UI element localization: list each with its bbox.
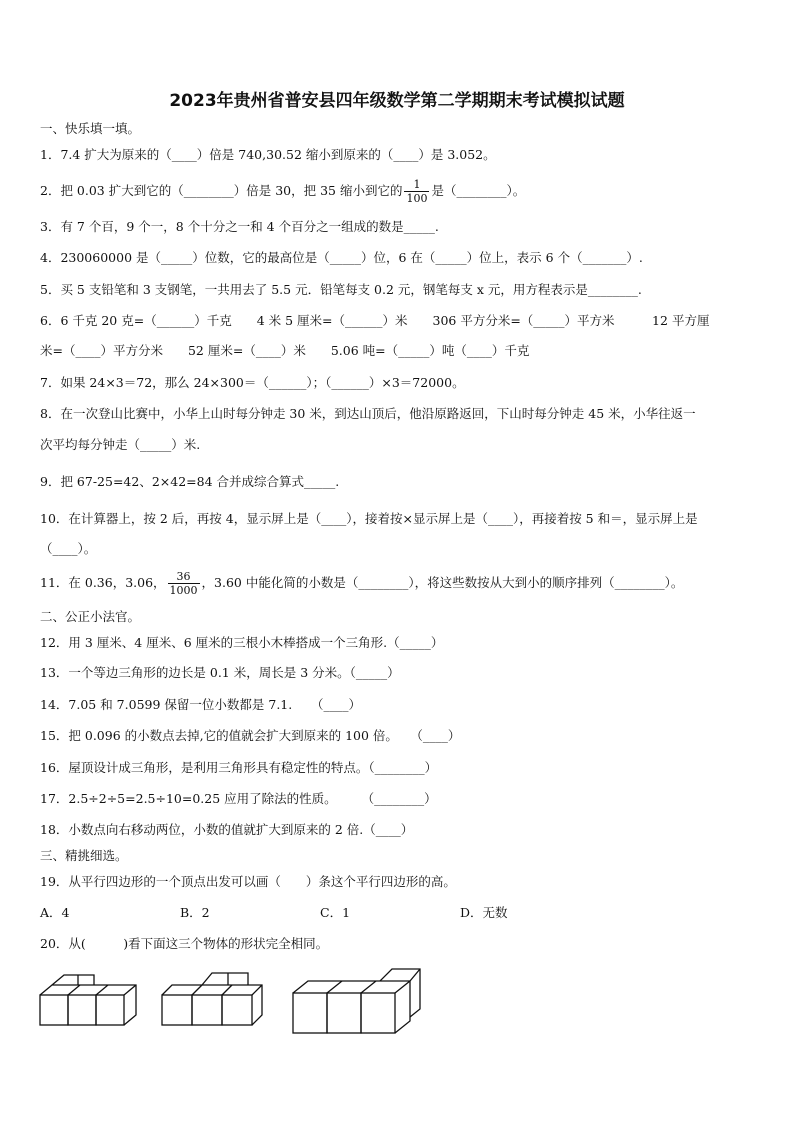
question-10-line-1: 10．在计算器上，按 2 后，再按 4，显示屏上是（____），接着按×显示屏上是（____），再接着按 5 和＝，显示屏上是 [40,511,698,526]
question-6-line-1: 6．6 千克 20 克=（______）千克 4 米 5 厘米=（______）米 306 平方分米=（_____）平方米 12 平方厘 [40,313,710,328]
question-17: 17．2.5÷2÷5=2.5÷10=0.25 应用了除法的性质。 （________） [40,791,437,806]
question-2-text-b: 是（________）。 [431,183,526,198]
option-d: D．无数 [460,905,508,920]
question-8-line-2: 次平均每分钟走（_____）米. [40,437,201,452]
section-heading-1: 一、快乐填一填。 [40,121,141,136]
fraction-36-1000 [168,570,200,597]
question-11 [40,570,683,597]
cube-figure-1 [40,975,136,1025]
cube-figure-2 [162,973,262,1025]
question-14: 14．7.05 和 7.0599 保留一位小数都是 7.1. （____） [40,697,361,712]
question-2 [40,178,525,205]
question-11-text-a: 11．在 0.36，3.06， [40,575,166,590]
question-13: 13．一个等边三角形的边长是 0.1 米，周长是 3 分米。（_____） [40,665,400,680]
fraction-numerator: 36 [168,570,200,584]
question-9: 9．把 67-25=42、2×42=84 合并成综合算式_____. [40,474,340,489]
fraction-numerator: 1 [404,178,429,192]
question-19: 19．从平行四边形的一个顶点出发可以画（ ）条这个平行四边形的高。 [40,874,456,889]
question-20: 20．从( )看下面这三个物体的形状完全相同。 [40,936,329,951]
question-19-options [40,904,600,922]
question-8-line-1: 8．在一次登山比赛中，小华上山时每分钟走 30 米，到达山顶后，他沿原路返回，下山时每分钟走 45 米，小华往返一 [40,406,696,421]
question-18: 18．小数点向右移动两位，小数的值就扩大到原来的 2 倍.（____） [40,822,414,837]
question-5: 5．买 5 支铅笔和 3 支钢笔，一共用去了 5.5 元．铅笔每支 0.2 元，钢笔每支 x 元，用方程表示是________. [40,282,642,297]
fraction-1-100 [404,178,429,205]
fraction-denominator: 1000 [169,584,198,597]
question-1: 1．7.4 扩大为原来的（____）倍是 740,30.52 缩小到原来的（____）是 3.052。 [40,147,496,162]
question-12: 12．用 3 厘米、4 厘米、6 厘米的三根小木棒搭成一个三角形.（_____） [40,635,444,650]
question-4: 4．230060000 是（_____）位数，它的最高位是（_____）位，6 在（_____）位上，表示 6 个（_______）. [40,250,643,265]
question-15: 15．把 0.096 的小数点去掉,它的值就会扩大到原来的 100 倍。 （____） [40,728,461,743]
question-16: 16．屋顶设计成三角形，是利用三角形具有稳定性的特点。（________） [40,760,438,775]
cube-figure-3 [293,969,420,1033]
option-c: C．1 [320,905,351,920]
section-heading-3: 三、精挑细选。 [40,848,128,863]
fraction-denominator: 100 [406,192,428,205]
cube-figures [38,965,438,1035]
section-heading-2: 二、公正小法官。 [40,609,141,624]
question-3: 3．有 7 个百，9 个一，8 个十分之一和 4 个百分之一组成的数是_____. [40,219,439,234]
question-6-line-2: 米=（____）平方分米 52 厘米=（____）米 5.06 吨=（_____）吨（____）千克 [40,343,530,358]
question-10-line-2: （____）。 [40,541,97,556]
question-11-text-b: ，3.60 中能化简的小数是（________），将这些数按从大到小的顺序排列（________）。 [201,575,684,590]
page-title: 2023年贵州省普安县四年级数学第二学期期末考试模拟试题 [169,91,625,111]
question-2-text-a: 2．把 0.03 扩大到它的（________）倍是 30，把 35 缩小到它的 [40,183,403,198]
option-b: B．2 [180,905,210,920]
question-7: 7．如果 24×3＝72，那么 24×300＝（______）；（______）×3＝72000。 [40,375,465,390]
option-a: A．4 [40,905,70,920]
